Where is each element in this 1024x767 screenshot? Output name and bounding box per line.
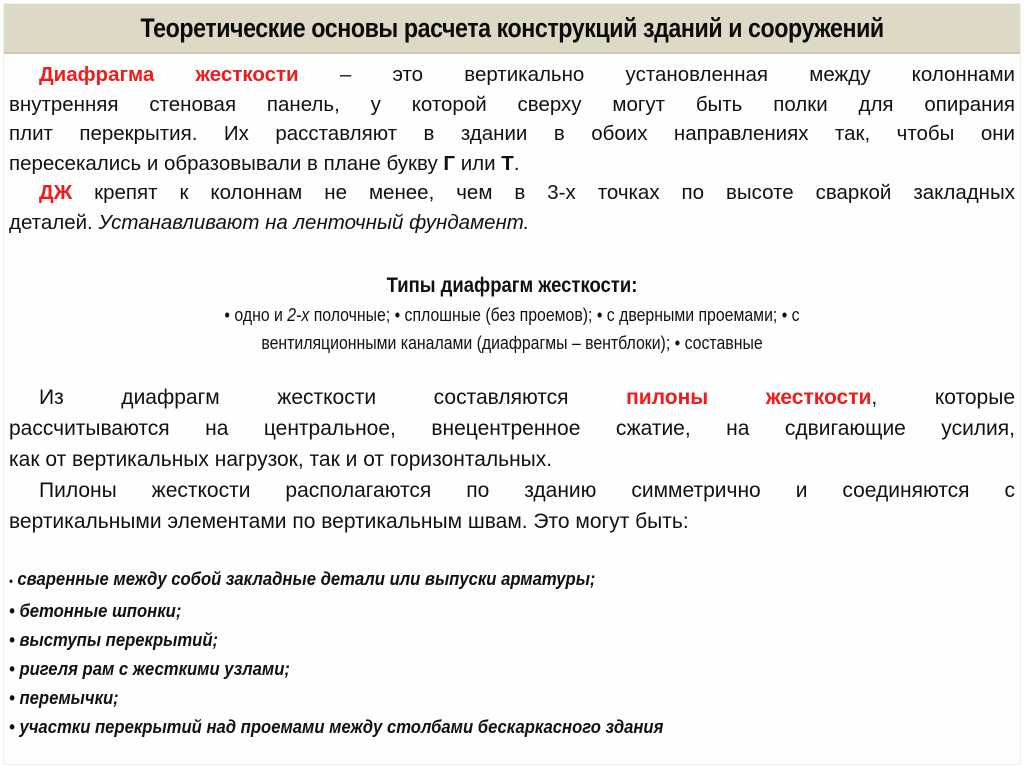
list-item: • перемычки; (9, 687, 119, 708)
paragraph-pylon-placement: Пилоны жесткости располагаются по зданию симметрично и соединяются с (39, 479, 1015, 502)
list-item: • участки перекрытий над проемами между столбами бескаркасного здания (9, 716, 664, 737)
connection-list (9, 564, 1015, 741)
diaphragm-types: Типы диафрагм жесткости: • одно и 2-х полочные; • сплошные (без проемов); • с дверными проемами; • с вентиляционными каналами (диафрагмы – вентблоки); • составные (9, 271, 1015, 357)
term-dzh: ДЖ (39, 181, 73, 204)
term-diaphragm: Диафрагма жесткости (39, 63, 299, 86)
list-item: • выступы перекрытий; (9, 629, 219, 650)
list-item: • ригеля рам с жесткими узлами; (9, 658, 290, 679)
title-bar (4, 4, 1020, 54)
list-item: • сваренные между собой закладные детали или выпуски арматуры; (9, 568, 596, 589)
types-heading: Типы диафрагм жесткости: (386, 274, 638, 297)
paragraph-pylons: Из диафрагм жесткости составляются пилоны жесткости, которые рассчитываются на центральное, внецентренное сжатие, на сдвигающие усилия, как от вертикальных нагрузок, так и от горизонтальных. Пилоны жесткости располагаются по зданию симметрично и соединяются с вертикальными элементами по вертикальным швам. Это могут быть: (9, 386, 1015, 533)
list-item: • бетонные шпонки; (9, 600, 182, 621)
paragraph-mounting: ДЖ крепят к колоннам не менее, чем в 3-х точках по высоте сваркой закладных (39, 181, 1015, 204)
term-pylons: пилоны жесткости (626, 386, 872, 409)
slide (3, 3, 1021, 765)
slide-title: Теоретические основы расчета конструкций зданий и сооружений (140, 12, 884, 43)
paragraph-definition: Диафрагма жесткости – это вертикально установленная между колоннами внутренняя стеновая панель, у которой сверху могут быть полки для опирания плит перекрытия. Их расставляют в здании в обоих направлениях так, чтобы они пересекались и образовывали в плане букву Г или Т. ДЖ крепят к колоннам не менее, чем в 3-х точках по высоте сваркой закладных деталей. Устанавливают на ленточный фундамент. (9, 63, 1015, 234)
